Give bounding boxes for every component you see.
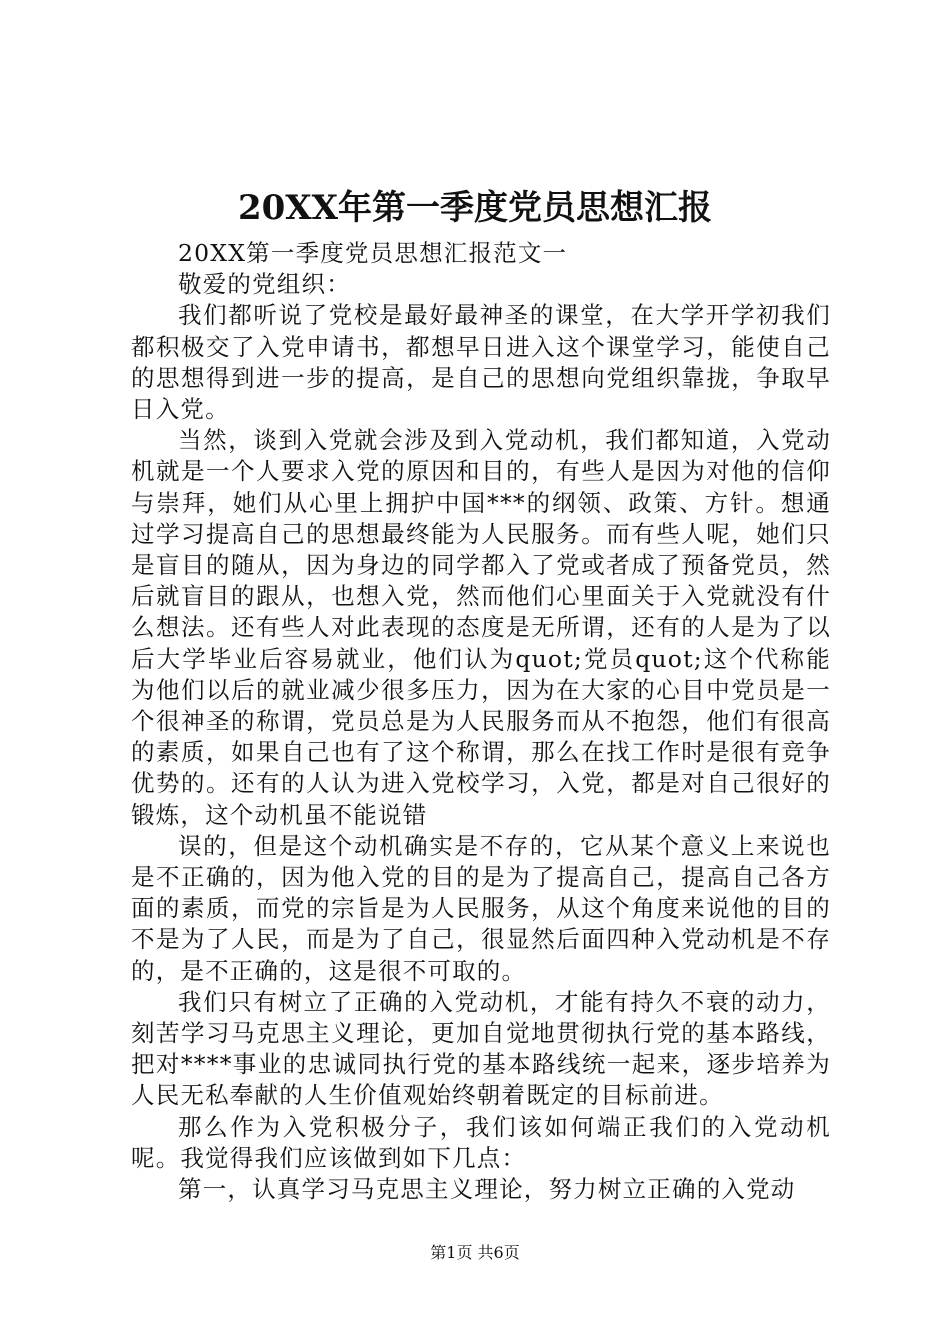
page-number-footer: 第1页 共6页	[430, 1243, 520, 1262]
paragraph: 我们都听说了党校是最好最神圣的课堂，在大学开学初我们都积极交了入党申请书，都想早日进入这个课堂学习，能使自己的思想得到进一步的提高，是自己的思想向党组织靠拢，争取早日入党。	[131, 301, 831, 424]
paragraph-subtitle: 20XX第一季度党员思想汇报范文一	[178, 239, 568, 267]
document-title: 20XX年第一季度党员思想汇报	[237, 188, 713, 228]
paragraph: 误的，但是这个动机确实是不存的，它从某个意义上来说也是不正确的，因为他入党的目的是为了提高自己，提高自己各方面的素质，而党的宗旨是为人民服务，从这个角度来说他的目的不是为了人民，而是为了自己，很显然后面四种入党动机是不存的，是不正确的，这是很不可取的。	[131, 831, 831, 985]
paragraph: 那么作为入党积极分子，我们该如何端正我们的入党动机呢。我觉得我们应该做到如下几点：	[131, 1112, 831, 1172]
document-body	[131, 238, 831, 1205]
paragraph: 第一，认真学习马克思主义理论，努力树立正确的入党动	[178, 1175, 796, 1204]
paragraph-salutation: 敬爱的党组织：	[178, 270, 351, 299]
paragraph: 当然，谈到入党就会涉及到入党动机，我们都知道，入党动机就是一个人要求入党的原因和目的，有些人是因为对他的信仰与崇拜，她们从心里上拥护中国***的纲领、政策、方针。想通过学习提高自己的思想最终能为人民服务。而有些人呢，她们只是盲目的随从，因为身边的同学都入了党或者成了预备党员，然后就盲目的跟从，也想入党，然而他们心里面关于入党就没有什么想法。还有些人对此表现的态度是无所谓，还有的人是为了以后大学毕业后容易就业，他们认为quot;党员quot;这个代称能为他们以后的就业减少很多压力，因为在大家的心目中党员是一个很神圣的称谓，党员总是为人民服务而从不抱怨，他们有很高的素质，如果自己也有了这个称谓，那么在找工作时是很有竞争优势的。还有的人认为进入党校学习，入党，都是对自己很好的锻炼，这个动机虽不能说错	[131, 426, 831, 829]
paragraph: 我们只有树立了正确的入党动机，才能有持久不衰的动力，刻苦学习马克思主义理论，更加自觉地贯彻执行党的基本路线，把对****事业的忠诚同执行党的基本路线统一起来，逐步培养为人民无私奉献的人生价值观始终朝着既定的目标前进。	[131, 987, 831, 1110]
